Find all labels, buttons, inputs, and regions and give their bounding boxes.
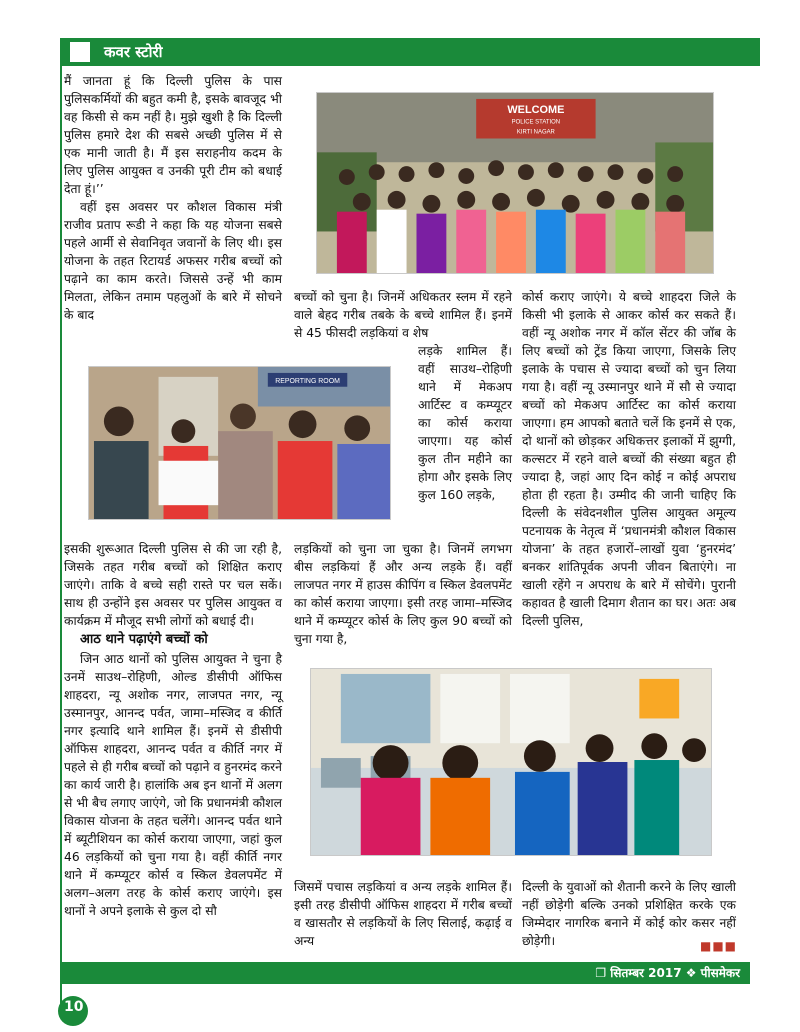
photo-illustration [317, 93, 713, 273]
photo-illustration [311, 669, 711, 855]
paragraph: कोर्स कराए जाएंगे। ये बच्चे शाहदरा जिले के किसी भी इलाके से आकर कोर्स कर सकते हैं। वहीं न्यू अशोक नगर में कॉल सेंटर की जॉब के लिए बच्चों को ट्रेंड किया जाएगा, जिसके लिए इलाके के पचास से ज्यादा बच्चों को चुन लिया गया है। वहीं न्यू उस्मानपुर थाने में सौ से ज्यादा बच्चों को मेकअप आर्टिस्ट का कोर्स कराया जाएगा। हम आपको बताते चलें कि इनमें से एक, दो थानों को छोड़कर अधिकत्तर इलाकों में झुग्गी, कल्सटर में रहने वाले बच्चों की संख्या बहुत ही ज्यादा है, जहां आए दिन कोई न कोई अपराध होता ही रहता है। उम्मीद की जानी चाहिए कि दिल्ली के संवेदनशील पुलिस आयुक्त अमूल्य पटनायक के नेतृत्व में ‘प्रधानमंत्री कौशल विकास योजना’ के तहत हजारों–लाखों युवा ‘हुनरमंद’ बनकर शांतिपूर्वक अपनी जीवन बिताएंगे। ना खाली रहेंगे न अपराध के बारे में सोचेंगे। पुरानी कहावत है खाली दिमाग शैतान का घर। अतः अब दिल्ली पुलिस, [522, 290, 736, 628]
section-title: कवर स्टोरी [104, 43, 163, 61]
paragraph: वहीं इस अवसर पर कौशल विकास मंत्री राजीव प्रताप रूडी ने कहा कि यह योजना सबसे पहले आर्मी से सेवानिवृत जवानों के लिए थी। इस योजना के तहत रिटायर्ड अफसर गरीब बच्चों को पढ़ाने का काम करते। जिससे उन्हें भी काम मिलता, लेकिन तमाम पहलुओं के बारे में सोचने के बाद [64, 200, 282, 322]
column-1-middle [64, 540, 282, 920]
sign-kirti-nagar: KIRTI NAGAR [516, 129, 555, 136]
header-square-icon [70, 42, 90, 62]
paragraph: बच्चों को चुना है। जिनमें अधिकतर स्लम में रहने वाले बेहद गरीब तबके के बच्चे शामिल हैं। इनमें से 45 फीसदी लड़कियां व शेष [294, 290, 512, 340]
paragraph: दिल्ली के युवाओं को शैतानी करने के लिए खाली नहीं छोड़ेगी बल्कि उनको प्रशिक्षित करके एक जिम्मेदार नागरिक बनाने में कोई कोर कसर नहीं छोड़ेगी। [522, 880, 736, 948]
photo-kirti-nagar-students [316, 92, 714, 274]
column-3-top [522, 288, 736, 630]
column-2-bottom [294, 878, 512, 950]
article-end-mark: ■■■ [700, 939, 738, 953]
sign-reporting-room: REPORTING ROOM [275, 377, 340, 385]
column-2-middle [294, 540, 512, 648]
left-accent-line [60, 66, 62, 1016]
footer-issue-label: ❐ सितम्बर 2017 ❖ पीसमेकर [595, 966, 740, 980]
paragraph: मैं जानता हूं कि दिल्ली पुलिस के पास पुलिसकर्मियों की बहुत कमी है, इसके बावजूद भी वह किसी से कम नहीं है। मुझे खुशी है कि दिल्ली पुलिस हमारे देश की सबसे अच्छी पुलिस में से एक मानी जाती है। मैं इस सराहनीय कदम के लिए पुलिस आयुक्त व उनकी पूरी टीम को बधाई देता हूं।’’ [64, 74, 282, 196]
photo-illustration [89, 367, 390, 519]
column-2-top [294, 288, 512, 342]
photo-computer-class [310, 668, 712, 856]
sign-police-station: POLICE STATION [511, 119, 561, 126]
paragraph: जिन आठ थानों को पुलिस आयुक्त ने चुना है उनमें साउथ–रोहिणी, ओल्ड डीसीपी ऑफिस शाहदरा, न्यू अशोक नगर, लाजपत नगर, न्यू उस्मानपुर, आनन्द पर्वत, जामा–मस्जिद व कीर्ति नगर इत्यादि थाने शामिल हैं। इनमें से डीसीपी ऑफिस शाहदरा, आनन्द पर्वत व कीर्ति नगर में पहले से ही गरीब बच्चों को पढ़ाने व हुनरमंद करने का कार्य जारी है। हालांकि अब इन थानों में अलग से भी बैच लगाए जाएंगे, जो कि प्रधानमंत्री कौशल विकास योजना के तहत चलेंगे। आनन्द पर्वत थाने में ब्यूटीशियन का कोर्स कराया जाएगा, जहां कुल 46 लड़कियों को चुना गया है। वहीं कीर्ति नगर थाने में कम्प्यूटर कोर्स व स्किल डेवलपमेंट में अलग–अलग तरह के कोर्स कराए जाएंगे। इस थानों ने अपने इलाके से कुल दो सौ [64, 652, 282, 918]
sign-welcome: WELCOME [507, 103, 565, 116]
photo-certificate-handover [88, 366, 391, 520]
paragraph: इसकी शुरूआत दिल्ली पुलिस से की जा रही है, जिसके तहत गरीब बच्चों को शिक्षित कराए जाएंगे। ताकि वे बच्चे सही रास्ते पर चल सकें। साथ ही उन्होंने इस अवसर पर पुलिस आयुक्त व कार्यक्रम में मौजूद सभी लोगों को बधाई दी। [64, 542, 282, 628]
sub-heading: आठ थाने पढ़ाएंगे बच्चों को [80, 632, 208, 647]
paragraph: लड़कियों को चुना जा चुका है। जिनमें लगभग बीस लड़कियां हैं और अन्य लड़के हैं। वहीं लाजपत नगर में हाउस कीपिंग व स्किल डेवलपमेंट का कोर्स कराया जाएगा। इसी तरह जामा–मस्जिद थाने में कम्प्यूटर कोर्स के लिए कुल 90 बच्चों को चुना गया है, [294, 542, 512, 646]
page-number: 10 [64, 999, 84, 1015]
section-header-bar [60, 38, 760, 66]
paragraph: लड़के शामिल हैं। वहीं साउथ–रोहिणी थाने में मेकअप आर्टिस्ट व कम्प्यूटर का कोर्स कराया जाएगा। यह कोर्स कुल तीन महीने का होगा और इसके लिए कुल 160 लड़के, [418, 344, 512, 502]
column-2-top-narrow [418, 342, 512, 504]
column-1-top [64, 72, 282, 324]
paragraph: जिसमें पचास लड़कियां व अन्य लड़के शामिल हैं। इसी तरह डीसीपी ऑफिस शाहदरा में गरीब बच्चों व खासतौर से लड़कियों के लिए सिलाई, कढ़ाई व अन्य [294, 880, 512, 948]
